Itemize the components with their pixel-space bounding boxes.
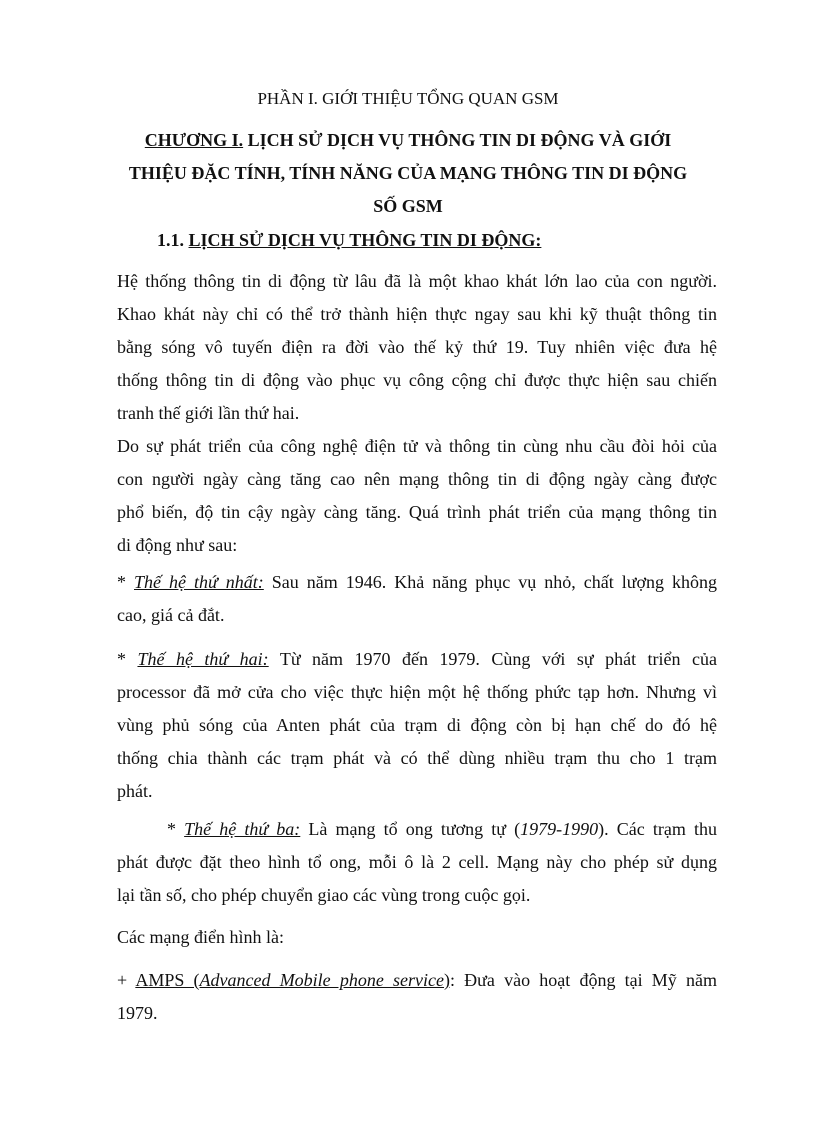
gen3-line: phát được đặt theo hình tổ ong, mỗi ô là 2 cell. Mạng này cho phép sử dụng [117, 852, 717, 872]
section-title: LỊCH SỬ DỊCH VỤ THÔNG TIN DI ĐỘNG: [188, 230, 542, 250]
gen2-line: processor đã mở cửa cho việc thực hiện một hệ thống phức tạp hơn. Nhưng vì [117, 682, 717, 702]
amps-full-name: Advanced Mobile phone service [199, 970, 444, 990]
gen2-line: vùng phủ sóng của Anten phát của trạm di động còn bị hạn chế do đó hệ [117, 715, 717, 735]
gen3-text-b: ). Các trạm thu [598, 819, 717, 839]
bullet-marker: * [167, 819, 185, 839]
paragraph-1-line: Hệ thống thông tin di động từ lâu đã là một khao khát lớn lao của con người. [117, 271, 717, 291]
amps-line-1 [117, 969, 717, 991]
chapter-title-part-1: LỊCH SỬ DỊCH VỤ THÔNG TIN DI ĐỘNG VÀ GIỚI [243, 130, 672, 150]
paragraph-1-line: thống thông tin di động vào phục vụ công cộng chỉ được thực hiện sau chiến [117, 370, 717, 390]
paragraph-2-line: Do sự phát triển của công nghệ điện tử và thông tin cùng nhu cầu đòi hỏi của [117, 436, 717, 456]
networks-intro: Các mạng điển hình là: [117, 927, 284, 947]
gen3-years: 1979-1990 [520, 819, 599, 839]
gen1-text: Sau năm 1946. Khả năng phục vụ nhỏ, chất lượng không [263, 572, 717, 592]
chapter-heading-line-1 [0, 129, 816, 151]
part-title: PHẦN I. GIỚI THIỆU TỔNG QUAN GSM [257, 89, 559, 108]
bullet-marker: * [117, 572, 134, 592]
paragraph-1-line: tranh thế giới lần thứ hai. [117, 403, 300, 423]
chapter-label: CHƯƠNG I. [144, 130, 244, 150]
gen1-label: Thế hệ thứ nhất: [134, 572, 264, 592]
amps-text: : Đưa vào hoạt động tại Mỹ năm [450, 970, 717, 990]
section-heading [157, 229, 541, 251]
amps-close: ) [444, 970, 450, 990]
paragraph-1-line: bằng sóng vô tuyến điện ra đời vào thế kỷ thứ 19. Tuy nhiên việc đưa hệ [117, 337, 717, 357]
gen3-line: lại tần số, cho phép chuyển giao các vùng trong cuộc gọi. [117, 885, 531, 905]
list-marker: + [117, 970, 136, 990]
bullet-marker: * [117, 649, 138, 669]
amps-line-2: 1979. [117, 1003, 158, 1023]
gen2-label: Thế hệ thứ hai: [137, 649, 269, 669]
gen3-label: Thế hệ thứ ba: [184, 819, 301, 839]
paragraph-2-line: con người ngày càng tăng cao nên mạng thông tin di động ngày càng được [117, 469, 717, 489]
paragraph-2-line: di động như sau: [117, 535, 238, 555]
gen2-line: thống chia thành các trạm phát và có thể dùng nhiều trạm thu cho 1 trạm [117, 748, 717, 768]
gen2-line: phát. [117, 781, 153, 801]
gen3-text-a: Là mạng tổ ong tương tự ( [300, 819, 521, 839]
chapter-heading-line-2: THIỆU ĐẶC TÍNH, TÍNH NĂNG CỦA MẠNG THÔNG TIN DI ĐỘNG [128, 163, 688, 183]
gen1-line-2: cao, giá cả đắt. [117, 605, 225, 625]
gen1-line-1 [117, 571, 717, 593]
section-number: 1.1. [157, 230, 189, 250]
gen2-text: Từ năm 1970 đến 1979. Cùng với sự phát triển của [268, 649, 717, 669]
gen3-line-1 [167, 818, 717, 840]
amps-abbr: AMPS ( [135, 970, 200, 990]
paragraph-1-line: Khao khát này chỉ có thể trở thành hiện thực ngay sau khi kỹ thuật thông tin [117, 304, 717, 324]
paragraph-2-line: phổ biến, độ tin cậy ngày càng tăng. Quá trình phát triển của mạng thông tin [117, 502, 717, 522]
chapter-heading-line-3: SỐ GSM [373, 196, 443, 216]
gen2-line-1 [117, 648, 717, 670]
amps-name [135, 970, 450, 990]
